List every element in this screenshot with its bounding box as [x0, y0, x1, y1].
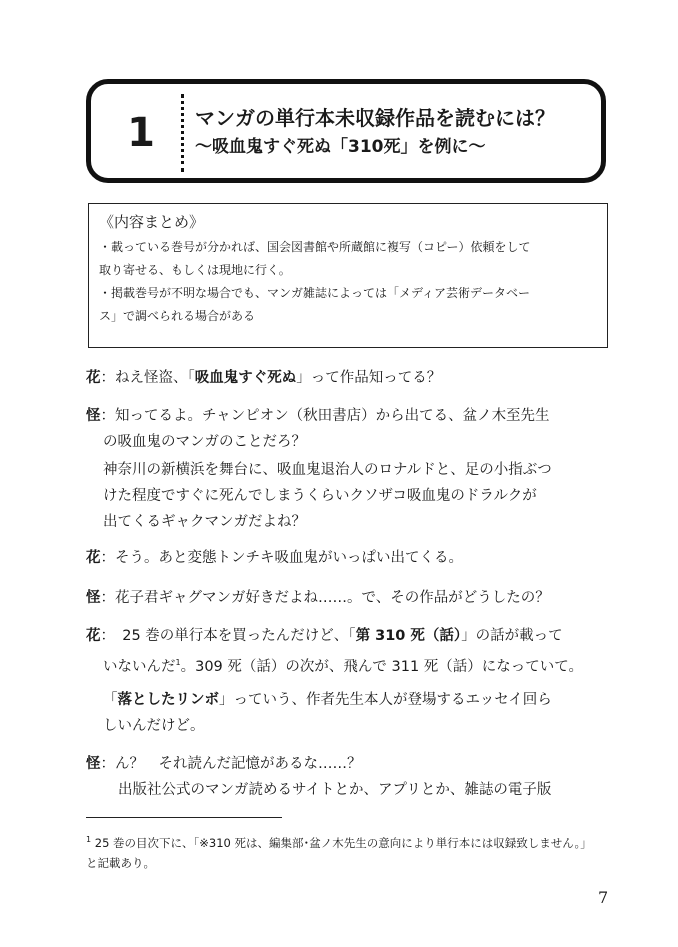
- speaker-label: 怪: [86, 756, 101, 772]
- speaker-label: 花: [86, 550, 101, 566]
- footnote-marker: 1: [86, 835, 92, 844]
- episode-title: 落としたリンボ: [117, 692, 219, 708]
- dialogue-line: 「落としたリンボ」っていう、作者先生本人が登場するエッセイ回ら: [103, 692, 552, 708]
- dialogue-line: けた程度ですぐに死んでしまうくらいクソザコ吸血鬼のドラルクが: [103, 488, 537, 504]
- chapter-number: 1: [127, 110, 155, 156]
- summary-box: [88, 203, 608, 348]
- footnote-ref: 1: [175, 658, 181, 667]
- chapter-subtitle: ～吸血鬼すぐ死ぬ「310死」を例に～: [195, 137, 486, 157]
- summary-heading: 《内容まとめ》: [99, 213, 205, 231]
- dialogue-line: いないんだ$^1$。309 死（話）の次が、飛んで 311 死（話）になっていて。: [103, 658, 583, 675]
- summary-line: ス」で調べられる場合がある: [99, 309, 256, 323]
- speaker-label: 花: [86, 628, 101, 644]
- summary-line: ・掲載巻号が不明な場合でも、マンガ雑誌によっては「メディア芸術データベー: [99, 286, 531, 300]
- work-title: 吸血鬼すぐ死ぬ: [194, 370, 297, 386]
- page-number: 7: [598, 888, 609, 907]
- dialogue-line: 怪：ん？ それ読んだ記憶があるな……？: [86, 756, 362, 772]
- episode-title: 第 310 死（話）: [355, 628, 462, 644]
- dialogue-line: しいんだけど。: [103, 718, 205, 734]
- dialogue-line: 出版社公式のマンガ読めるサイトとか、アプリとか、雑誌の電子版: [118, 782, 552, 798]
- footnote: [86, 830, 616, 873]
- dialogue-line: 出てくるギャクマンガだよね？: [103, 514, 306, 530]
- speaker-label: 花: [86, 370, 101, 386]
- summary-line: ・載っている巻号が分かれば、国会図書館や所蔵館に複写（コピー）依頼をして: [99, 240, 531, 254]
- speaker-label: 怪: [86, 590, 101, 606]
- chapter-title: マンガの単行本未収録作品を読むには？: [195, 106, 555, 130]
- dialogue-line: 怪：知ってるよ。チャンピオン（秋田書店）から出てる、盆ノ木至先生: [86, 408, 550, 424]
- dialogue-line: 花：そう。あと変態トンチキ吸血鬼がいっぱい出てくる。: [86, 550, 463, 566]
- speaker-label: 怪: [86, 408, 101, 424]
- chapter-divider: [181, 94, 184, 172]
- dialogue-line: 花： 25 巻の単行本を買ったんだけど、「第 310 死（話）」の話が載って: [86, 628, 563, 644]
- footnote-line: と記載あり。: [86, 855, 155, 870]
- dialogue-line: 神奈川の新横浜を舞台に、吸血鬼退治人のロナルドと、足の小指ぶつ: [103, 462, 552, 478]
- footnote-line: $^1$ 25 巻の目次下に、「※310 死は、編集部･盆ノ木先生の意向により単行本には収録致しません。」: [86, 835, 592, 850]
- summary-line: 取り寄せる、もしくは現地に行く。: [99, 263, 291, 277]
- dialogue-line: の吸血鬼のマンガのことだろ？: [103, 434, 306, 450]
- footnote-divider: [86, 817, 282, 818]
- dialogue-line: 怪：花子君ギャグマンガ好きだよね……。で、その作品がどうしたの？: [86, 590, 550, 606]
- chapter-header-box: [86, 79, 606, 183]
- dialogue-line: 花：ねえ怪盗、「吸血鬼すぐ死ぬ」って作品知ってる？: [86, 370, 442, 386]
